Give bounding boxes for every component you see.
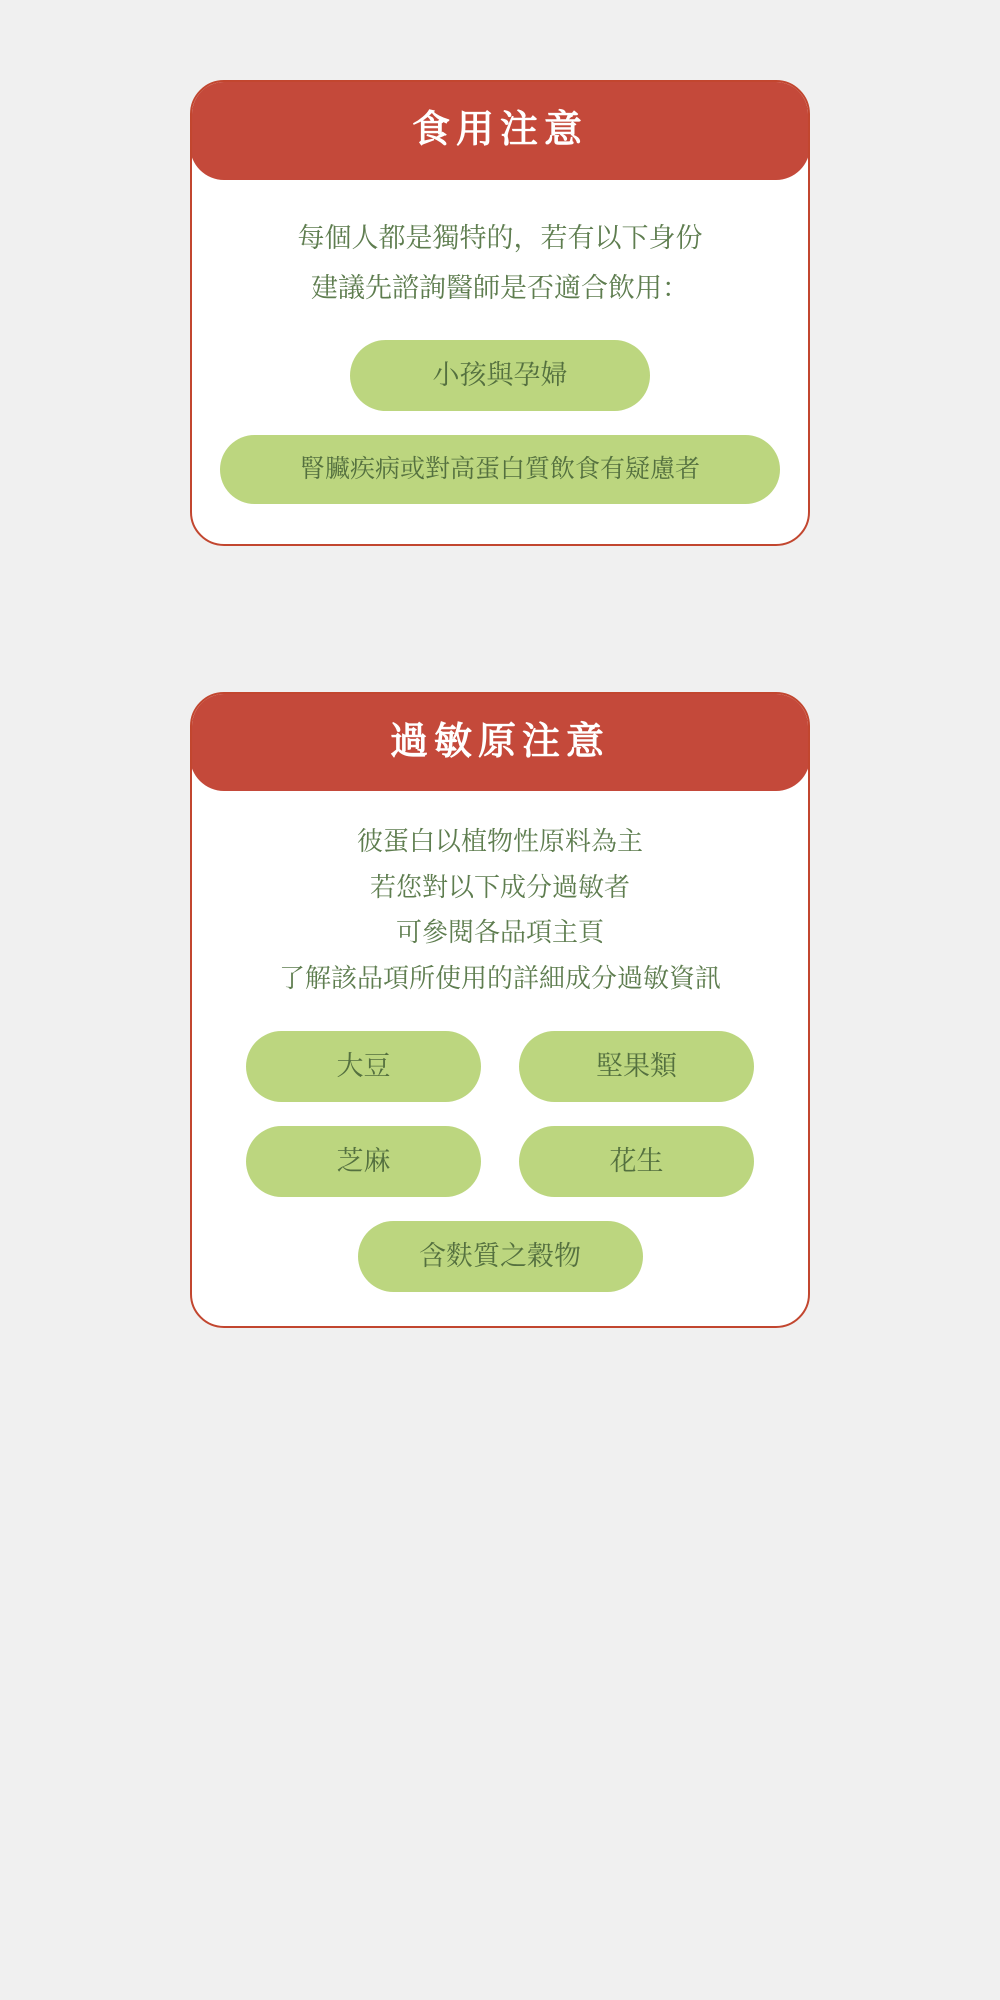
allergen-notice-card bbox=[190, 692, 810, 1329]
allergen-intro-line: 彼蛋白以植物性原料為主 bbox=[356, 826, 643, 857]
allergen-pill-nuts[interactable]: 堅果類 bbox=[519, 1031, 754, 1102]
allergen-pill-sesame[interactable]: 芝麻 bbox=[246, 1126, 481, 1197]
allergen-pill-row bbox=[220, 1221, 780, 1292]
usage-pill-children-pregnant[interactable]: 小孩與孕婦 bbox=[350, 340, 650, 411]
allergen-intro-line: 了解該品項所使用的詳細成分過敏資訊 bbox=[278, 962, 721, 993]
allergen-notice-body bbox=[192, 791, 808, 1326]
allergen-intro-line: 可參閱各品項主頁 bbox=[395, 917, 604, 948]
allergen-pill-soy[interactable]: 大豆 bbox=[246, 1031, 481, 1102]
usage-notice-intro-line: 每個人都是獨特的，若有以下身份 bbox=[297, 222, 703, 253]
allergen-notice-title: 過敏原注意 bbox=[190, 692, 810, 792]
usage-notice-card bbox=[190, 80, 810, 546]
allergen-intro-line: 若您對以下成分過敏者 bbox=[369, 871, 630, 902]
allergen-pill-row bbox=[220, 1031, 780, 1102]
usage-notice-body bbox=[192, 180, 808, 544]
usage-pill-row bbox=[220, 435, 780, 504]
allergen-pill-row bbox=[220, 1126, 780, 1197]
usage-notice-intro-line: 建議先諮詢醫師是否適合飲用： bbox=[311, 272, 689, 303]
usage-pill-kidney-protein[interactable]: 腎臟疾病或對高蛋白質飲食有疑慮者 bbox=[220, 435, 780, 504]
usage-pill-row bbox=[220, 340, 780, 411]
allergen-notice-intro bbox=[220, 819, 780, 1001]
usage-notice-title: 食用注意 bbox=[190, 80, 810, 180]
allergen-pill-gluten-grain[interactable]: 含麩質之穀物 bbox=[358, 1221, 643, 1292]
allergen-pill-peanut[interactable]: 花生 bbox=[519, 1126, 754, 1197]
usage-notice-intro bbox=[220, 214, 780, 314]
